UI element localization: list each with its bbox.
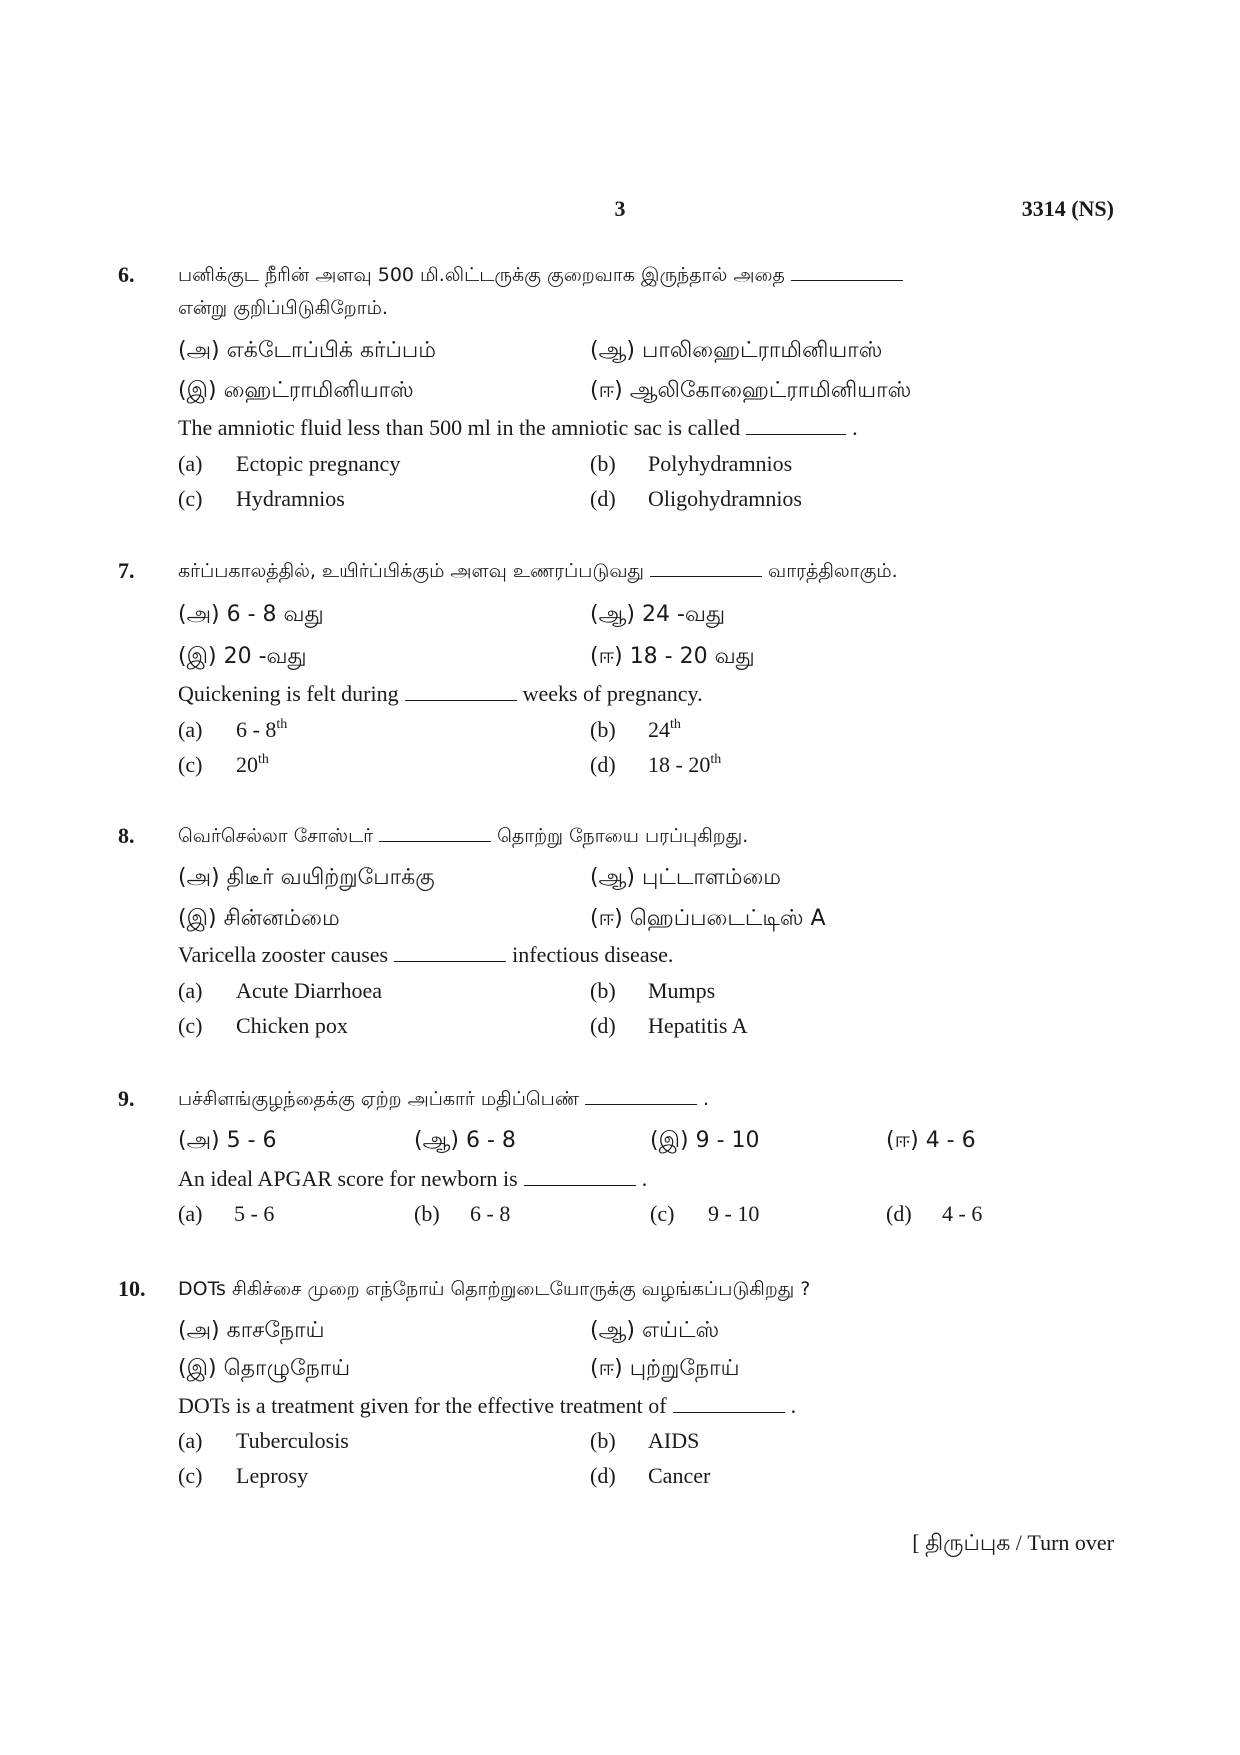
- question-tamil-text: வெர்செல்லா சோஸ்டர் தொற்று நோயை பரப்புகிறது.: [178, 821, 1110, 851]
- tamil-option-a: (அ) காசநோய்: [178, 1318, 325, 1343]
- question-tamil-text-cont: என்று குறிப்பிடுகிறோம்.: [178, 297, 388, 319]
- question-number: 6.: [118, 262, 135, 287]
- answer-blank: [746, 414, 846, 435]
- tamil-option-b: (ஆ) 24 -வது: [590, 602, 726, 627]
- tamil-option-c: (இ) 20 -வது: [178, 644, 307, 669]
- tamil-option-c: (இ) ஹைட்ராமினியாஸ்: [178, 378, 414, 403]
- question-tamil-text: கர்ப்பகாலத்தில், உயிர்ப்பிக்கும் அளவு உணரப்படுவது வாரத்திலாகும்.: [178, 556, 1110, 586]
- question-english-text: The amniotic fluid less than 500 ml in the amniotic sac is called .: [178, 415, 858, 440]
- turn-over-note: [ திருப்புக / Turn over: [912, 1530, 1114, 1555]
- question-number: 8.: [118, 823, 135, 848]
- paper-code: 3314 (NS): [1021, 196, 1114, 221]
- english-option-d: (d) Cancer: [590, 1463, 711, 1488]
- question-number: 7.: [118, 558, 135, 583]
- tamil-option-c: (இ) 9 - 10: [650, 1128, 760, 1153]
- english-option-b: (b) AIDS: [590, 1428, 700, 1453]
- english-option-c: (c) Hydramnios: [178, 486, 345, 511]
- answer-blank: [405, 680, 517, 701]
- tamil-option-a: (அ) திடீர் வயிற்றுபோக்கு: [178, 865, 435, 890]
- answer-blank: [585, 1084, 697, 1105]
- tamil-option-c: (இ) சின்னம்மை: [178, 906, 340, 931]
- answer-blank: [394, 941, 506, 962]
- english-option-d: (d) Hepatitis A: [590, 1013, 748, 1038]
- tamil-option-d: (ஈ) ஹெப்படைட்டிஸ் A: [590, 906, 826, 931]
- tamil-option-b: (ஆ) புட்டாளம்மை: [590, 865, 781, 890]
- question-english-text: DOTs is a treatment given for the effective treatment of .: [178, 1393, 797, 1418]
- english-option-b: (b) 24th: [590, 717, 681, 742]
- tamil-option-b: (ஆ) எய்ட்ஸ்: [590, 1318, 720, 1343]
- english-option-c: (c) 9 - 10: [650, 1201, 760, 1226]
- tamil-option-c: (இ) தொழுநோய்: [178, 1356, 351, 1381]
- english-option-a: (a) Tuberculosis: [178, 1428, 349, 1453]
- question-english-text: Quickening is felt during weeks of pregnancy.: [178, 681, 703, 706]
- english-option-b: (b) Polyhydramnios: [590, 451, 793, 476]
- tamil-option-a: (அ) எக்டோப்பிக் கர்ப்பம்: [178, 338, 437, 363]
- english-option-a: (a) Ectopic pregnancy: [178, 451, 401, 476]
- question-number: 10.: [118, 1276, 146, 1301]
- answer-blank: [650, 556, 762, 577]
- page-number: 3: [614, 196, 626, 221]
- question-tamil-text: பனிக்குட நீரின் அளவு 500 மி.லிட்டருக்கு குறைவாக இருந்தால் அதை: [178, 260, 1110, 290]
- english-option-a: (a) Acute Diarrhoea: [178, 978, 382, 1003]
- tamil-option-d: (ஈ) புற்றுநோய்: [590, 1356, 740, 1381]
- english-option-d: (d) 4 - 6: [886, 1201, 983, 1226]
- english-option-c: (c) Leprosy: [178, 1463, 309, 1488]
- tamil-option-d: (ஈ) ஆலிகோஹைட்ராமினியாஸ்: [590, 378, 912, 403]
- english-option-d: (d) 18 - 20th: [590, 752, 722, 777]
- question-number: 9.: [118, 1086, 135, 1111]
- tamil-option-b: (ஆ) பாலிஹைட்ராமினியாஸ்: [590, 338, 883, 363]
- english-option-b: (b) 6 - 8: [414, 1201, 511, 1226]
- tamil-option-d: (ஈ) 18 - 20 வது: [590, 644, 755, 669]
- question-english-text: Varicella zooster causes infectious disease.: [178, 942, 674, 967]
- answer-blank: [379, 821, 491, 842]
- tamil-option-a: (அ) 5 - 6: [178, 1128, 277, 1153]
- english-option-d: (d) Oligohydramnios: [590, 486, 802, 511]
- question-tamil-text: DOTs சிகிச்சை முறை எந்நோய் தொற்றுடையோருக்கு வழங்கப்படுகிறது ?: [178, 1278, 811, 1300]
- tamil-option-d: (ஈ) 4 - 6: [886, 1128, 976, 1153]
- english-option-a: (a) 6 - 8th: [178, 717, 288, 742]
- english-option-a: (a) 5 - 6: [178, 1201, 275, 1226]
- question-english-text: An ideal APGAR score for newborn is .: [178, 1166, 648, 1191]
- question-tamil-text: பச்சிளங்குழந்தைக்கு ஏற்ற அப்கார் மதிப்பெண் .: [178, 1084, 1110, 1114]
- answer-blank: [524, 1165, 636, 1186]
- answer-blank: [673, 1392, 785, 1413]
- english-option-c: (c) Chicken pox: [178, 1013, 348, 1038]
- tamil-option-b: (ஆ) 6 - 8: [414, 1128, 516, 1153]
- english-option-b: (b) Mumps: [590, 978, 716, 1003]
- english-option-c: (c) 20th: [178, 752, 269, 777]
- answer-blank: [791, 260, 903, 281]
- tamil-option-a: (அ) 6 - 8 வது: [178, 602, 324, 627]
